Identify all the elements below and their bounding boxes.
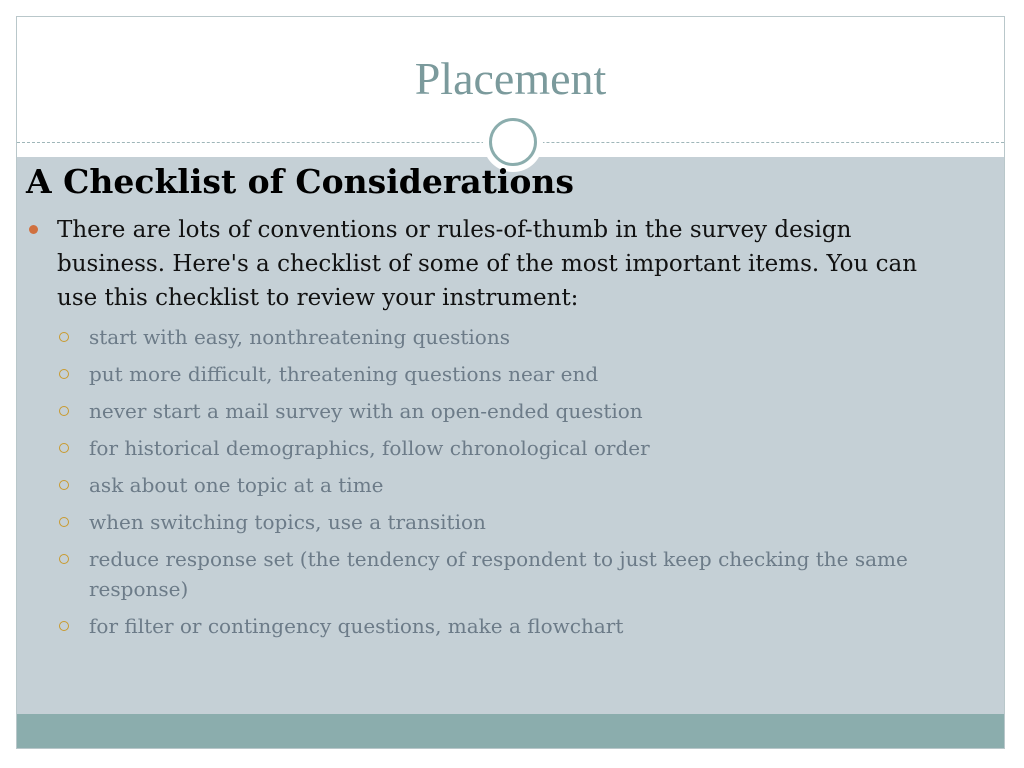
open-circle-bullet-icon — [59, 406, 69, 416]
ornament-ring — [489, 118, 537, 166]
footer-band — [17, 714, 1004, 748]
content-heading: A Checklist of Considerations — [26, 162, 574, 201]
list-item-text: reduce response set (the tendency of respondent to just keep checking the same response) — [89, 547, 908, 601]
list-item-text: ask about one topic at a time — [89, 473, 384, 497]
open-circle-bullet-icon — [59, 369, 69, 379]
list-item-text: for historical demographics, follow chronological order — [89, 436, 650, 460]
intro-paragraph: There are lots of conventions or rules-of-thumb in the survey design business. Here's a checklist of some of the most important items. You can use this checklist to review your instrument: — [57, 217, 918, 311]
open-circle-bullet-icon — [59, 480, 69, 490]
filled-circle-bullet-icon — [29, 225, 38, 234]
open-circle-bullet-icon — [59, 517, 69, 527]
open-circle-bullet-icon — [59, 443, 69, 453]
list-item — [57, 359, 947, 389]
list-item — [57, 470, 947, 500]
list-item — [57, 322, 947, 352]
list-item — [57, 611, 947, 641]
list-item — [57, 433, 947, 463]
checklist — [57, 322, 947, 648]
list-item — [57, 507, 947, 537]
list-item-text: put more difficult, threatening questions near end — [89, 362, 599, 386]
list-item-text: never start a mail survey with an open-ended question — [89, 399, 643, 423]
slide-title: Placement — [414, 53, 607, 104]
list-item-text: when switching topics, use a transition — [89, 510, 486, 534]
open-circle-bullet-icon — [59, 621, 69, 631]
list-item — [57, 396, 947, 426]
list-item-text: start with easy, nonthreatening questions — [89, 325, 510, 349]
open-circle-bullet-icon — [59, 332, 69, 342]
open-circle-bullet-icon — [59, 554, 69, 564]
list-item — [57, 544, 947, 604]
list-item-text: for filter or contingency questions, make a flowchart — [89, 614, 624, 638]
